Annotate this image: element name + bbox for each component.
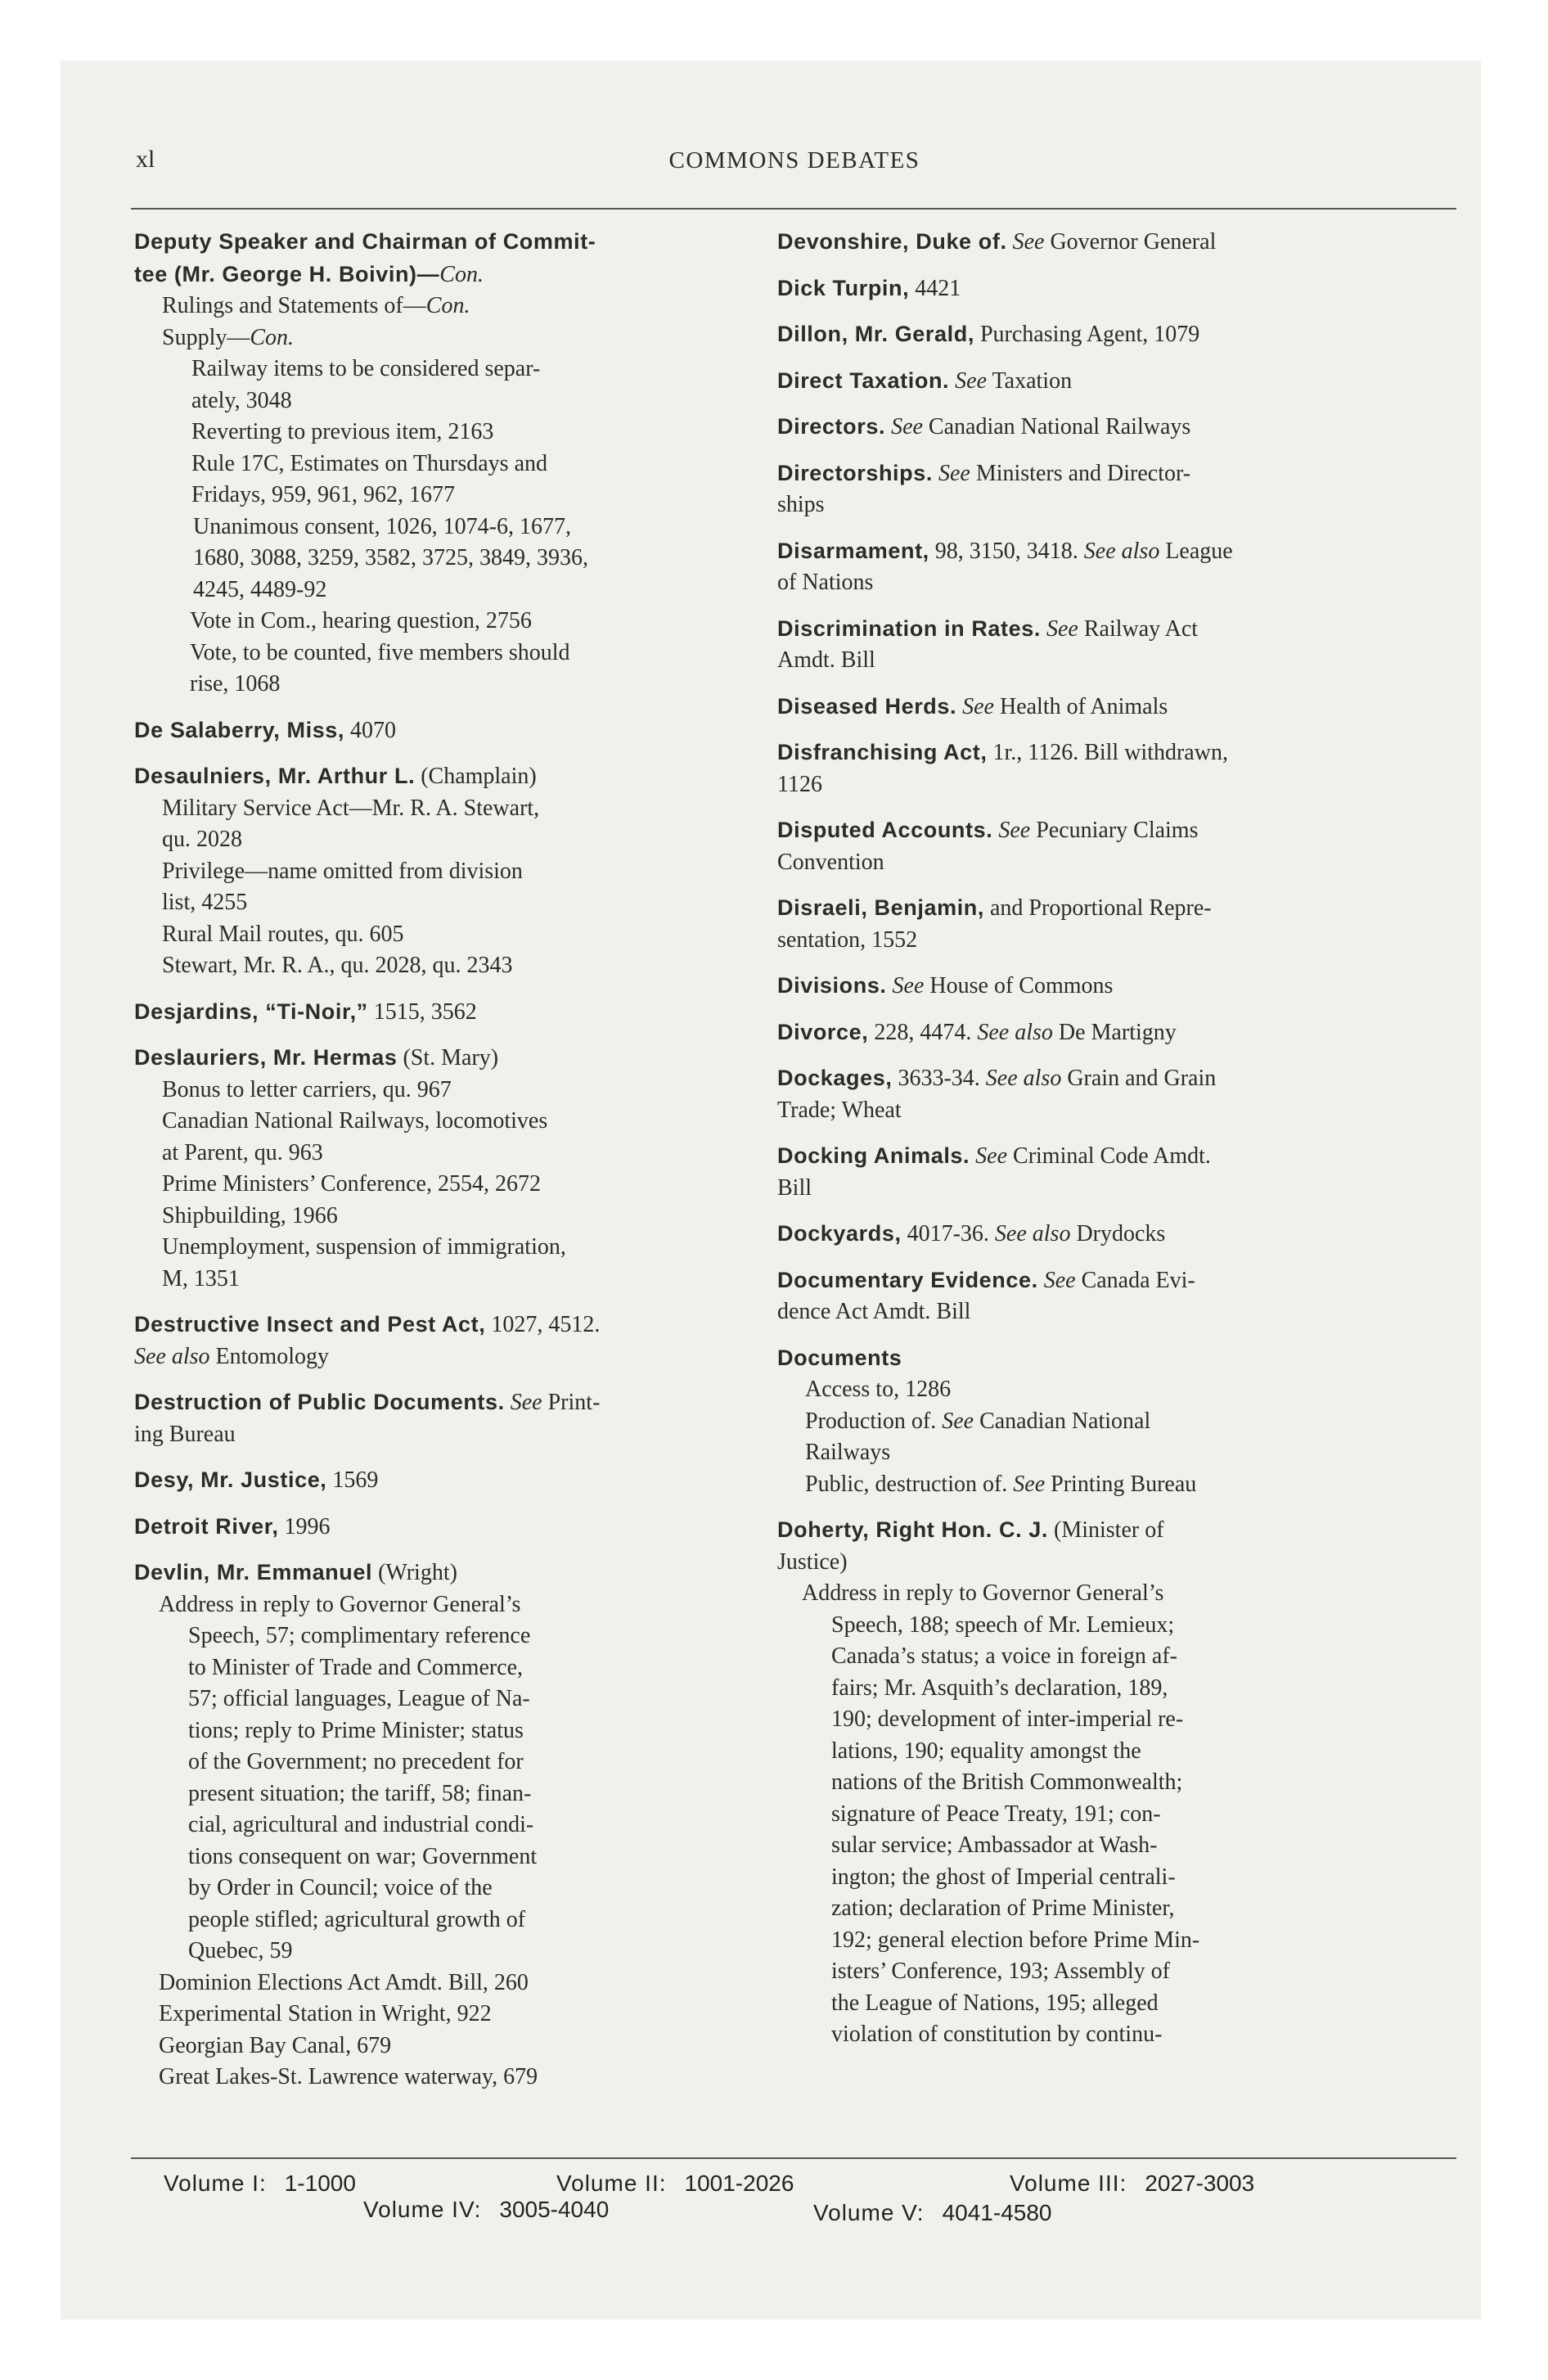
index-entry-devlin: Devlin, Mr. Emmanuel (Wright) Address in reply to Governor General’s Speech, 57; complimentary reference to Minister of Trade and Commerce, 57; official languages, League of Na- tions; reply to Prime Minister; status of the Government; no precedent for present situation; the tariff, 58; finan- cial, agricultural and industrial condi- tions consequent on war; Government by Order in Council; voice of the people stifled; agricultural growth of Quebec, 59 Dominion Elections Act Amdt. Bill, 260 Experimental Station in Wright, 922 Georgian Bay Canal, 679 Great Lakes-St. Lawrence waterway, 679 xyxy=(134,1557,740,2094)
entry-heading: Documentary Evidence. xyxy=(777,1267,1038,1292)
index-entry-direct-taxation: Direct Taxation. See Taxation xyxy=(777,367,1073,394)
entry-heading: Deputy Speaker and Chairman of Commit- xyxy=(134,229,596,254)
index-entry-dillon: Dillon, Mr. Gerald, Purchasing Agent, 1079 xyxy=(777,322,1200,347)
index-entry-desaulniers: Desaulniers, Mr. Arthur L. (Champlain) Military Service Act—Mr. R. A. Stewart, qu. 2028 Privilege—name omitted from division list, 4255 Rural Mail routes, qu. 605 Stewart, Mr. R. A., qu. 2028, qu. 2343 xyxy=(134,764,540,978)
index-entry-disputed-accounts: Disputed Accounts. See Pecuniary Claims Convention xyxy=(777,818,1199,875)
index-entry-divisions: Divisions. See House of Commons xyxy=(777,973,1114,998)
index-entry-dockyards: Dockyards, 4017-36. See also Drydocks xyxy=(777,1221,1166,1246)
index-entry-discrimination: Discrimination in Rates. See Railway Act Amdt. Bill xyxy=(777,615,1199,673)
index-entry-directorships: Directorships. See Ministers and Director- ships xyxy=(777,460,1191,517)
volume-1-range: Volume I: 1-1000 xyxy=(164,2170,356,2196)
entry-heading: Deslauriers, Mr. Hermas xyxy=(134,1045,398,1070)
index-entry-documents: Documents Access to, 1286 Production of. See Canadian National Railways Public, destruction of. See Printing Bureau xyxy=(777,1345,1197,1497)
entry-heading: Documents xyxy=(777,1345,902,1370)
index-entry-deputy-speaker: Deputy Speaker and Chairman of Commit- tee (Mr. George H. Boivin)—Con. Rulings and Statements of—Con. Supply—Con. Railway items to be considered separ- ately, 3048 Reverting to previous item, 2163 Rule 17C, Estimates on Thursdays and Fridays, 959, 961, 962, 1677 Unanimous consent, 1026, 1074-6, 1677, 1680, 3088, 3259, 3582, 3725, 3849, 3936, 4245, 4489-92 Vote in Com., hearing question, 2756 Vote, to be counted, five members should rise, 1068 xyxy=(134,229,596,696)
entry-heading: Dockages, xyxy=(777,1066,893,1090)
entry-heading: Desaulniers, Mr. Arthur L. xyxy=(134,764,416,788)
entry-heading: Devonshire, Duke of. xyxy=(777,229,1007,254)
entry-heading: Desy, Mr. Justice, xyxy=(134,1467,327,1492)
index-entry-disfranchising: Disfranchising Act, 1r., 1126. Bill withdrawn, 1126 xyxy=(777,740,1228,797)
entry-heading: Devlin, Mr. Emmanuel xyxy=(134,1560,373,1584)
entry-heading: Disarmament, xyxy=(777,538,929,563)
index-entry-desjardins: Desjardins, “Ti-Noir,” 1515, 3562 xyxy=(134,998,477,1025)
entry-heading: Divorce, xyxy=(777,1019,869,1044)
entry-heading: Disputed Accounts. xyxy=(777,818,993,842)
entry-heading: De Salaberry, Miss, xyxy=(134,717,345,742)
left-column xyxy=(134,226,740,2107)
address-paragraph: Address in reply to Governor General’s Speech, 57; complimentary reference to Minister of Trade and Commerce, 57; official languages, League of Na- tions; reply to Prime Minister; status of the Government; no precedent for present situation; the tariff, 58; finan- cial, agricultural and industrial condi- tions consequent on war; Government by Order in Council; voice of the people stifled; agricultural growth of Quebec, 59 xyxy=(159,1591,538,1963)
entry-heading: Diseased Herds. xyxy=(777,693,957,719)
index-entry-documentary-evidence: Documentary Evidence. See Canada Evi- dence Act Amdt. Bill xyxy=(777,1267,1195,1324)
entry-heading: Dockyards, xyxy=(777,1221,902,1246)
index-entry-de-salaberry: De Salaberry, Miss, 4070 xyxy=(134,717,397,743)
entry-heading: Desjardins, “Ti-Noir,” xyxy=(134,998,368,1024)
entry-heading: Direct Taxation. xyxy=(777,367,950,393)
index-entry-disarmament: Disarmament, 98, 3150, 3418. See also League of Nations xyxy=(777,538,1233,595)
entry-heading: Dillon, Mr. Gerald, xyxy=(777,322,974,346)
running-head xyxy=(136,146,1453,187)
page-title: COMMONS DEBATES xyxy=(668,147,920,174)
entry-heading: Docking Animals. xyxy=(777,1143,970,1168)
entry-heading: Divisions. xyxy=(777,973,887,998)
index-entry-detroit-river: Detroit River, 1996 xyxy=(134,1513,331,1539)
index-entry-docking-animals: Docking Animals. See Criminal Code Amdt. Bill xyxy=(777,1143,1211,1201)
entry-heading: Doherty, Right Hon. C. J. xyxy=(777,1517,1048,1542)
index-entry-doherty: Doherty, Right Hon. C. J. (Minister of Justice) Address in reply to Governor General’s Speech, 188; speech of Mr. Lemieux; Canada’s status; a voice in foreign af- fairs; Mr. Asquith’s declaration, 189, 190; development of inter-imperial re- lations, 190; equality amongst the nations of the British Commonwealth; signature of Peace Treaty, 191; con- sular service; Ambassador at Wash- ington; the ghost of Imperial centrali- zation; declaration of Prime Minister, 192; general election before Prime Min- isters’ Conference, 193; Assembly of the League of Nations, 195; alleged violation of constitution by continu- xyxy=(777,1514,1450,2051)
volume-4-range: Volume IV: 3005-4040 xyxy=(363,2197,610,2222)
index-entry-dick-turpin: Dick Turpin, 4421 xyxy=(777,275,961,301)
entry-heading: Disfranchising Act, xyxy=(777,740,988,764)
volume-5-range: Volume V: 4041-4580 xyxy=(813,2200,1052,2225)
right-column xyxy=(777,226,1450,2065)
volume-3-range: Volume III: 2027-3003 xyxy=(1010,2170,1255,2196)
footer-rule xyxy=(131,2157,1456,2159)
index-entry-destruction-documents: Destruction of Public Documents. See Print- ing Bureau xyxy=(134,1390,601,1447)
index-page xyxy=(61,61,1481,2319)
entry-heading: Detroit River, xyxy=(134,1513,279,1539)
index-entry-directors: Directors. See Canadian National Railways xyxy=(777,414,1191,439)
entry-heading: Directors. xyxy=(777,414,886,439)
entry-heading: Destructive Insect and Pest Act, xyxy=(134,1312,486,1336)
entry-heading: Discrimination in Rates. xyxy=(777,615,1041,641)
index-entry-destructive-insect: Destructive Insect and Pest Act, 1027, 4512. See also Entomology xyxy=(134,1312,601,1369)
index-entry-dockages: Dockages, 3633-34. See also Grain and Grain Trade; Wheat xyxy=(777,1066,1217,1123)
entry-heading: Dick Turpin, xyxy=(777,275,910,300)
index-entry-divorce: Divorce, 228, 4474. See also De Martigny xyxy=(777,1019,1177,1045)
volume-2-range: Volume II: 1001-2026 xyxy=(556,2170,794,2196)
index-entry-desy: Desy, Mr. Justice, 1569 xyxy=(134,1467,379,1493)
index-entry-diseased-herds: Diseased Herds. See Health of Animals xyxy=(777,693,1168,719)
entry-heading: Directorships. xyxy=(777,460,933,485)
entry-heading: Destruction of Public Documents. xyxy=(134,1390,505,1414)
volume-key-footer xyxy=(61,2170,1481,2236)
index-entry-devonshire: Devonshire, Duke of. See Governor General xyxy=(777,229,1217,255)
entry-heading: Disraeli, Benjamin, xyxy=(777,895,984,920)
index-entry-deslauriers: Deslauriers, Mr. Hermas (St. Mary) Bonus to letter carriers, qu. 967 Canadian National Railways, locomotives at Parent, qu. 963 Prime Ministers’ Conference, 2554, 2672 Shipbuilding, 1966 Unemployment, suspension of immigration, M, 1351 xyxy=(134,1045,566,1291)
index-entry-disraeli: Disraeli, Benjamin, and Proportional Repre- sentation, 1552 xyxy=(777,895,1212,953)
header-rule xyxy=(131,208,1456,210)
page-folio: xl xyxy=(136,146,155,173)
address-paragraph: Address in reply to Governor General’s Speech, 188; speech of Mr. Lemieux; Canada’s status; a voice in foreign af- fairs; Mr. Asquith’s declaration, 189, 190; development of inter-imperial re- lations, 190; equality amongst the nations of the British Commonwealth; signature of Peace Treaty, 191; con- sular service; Ambassador at Wash- ington; the ghost of Imperial centrali- zation; declaration of Prime Minister, 192; general election before Prime Min- isters’ Conference, 193; Assembly of the League of Nations, 195; alleged violation of constitution by continu- xyxy=(802,1580,1200,2047)
